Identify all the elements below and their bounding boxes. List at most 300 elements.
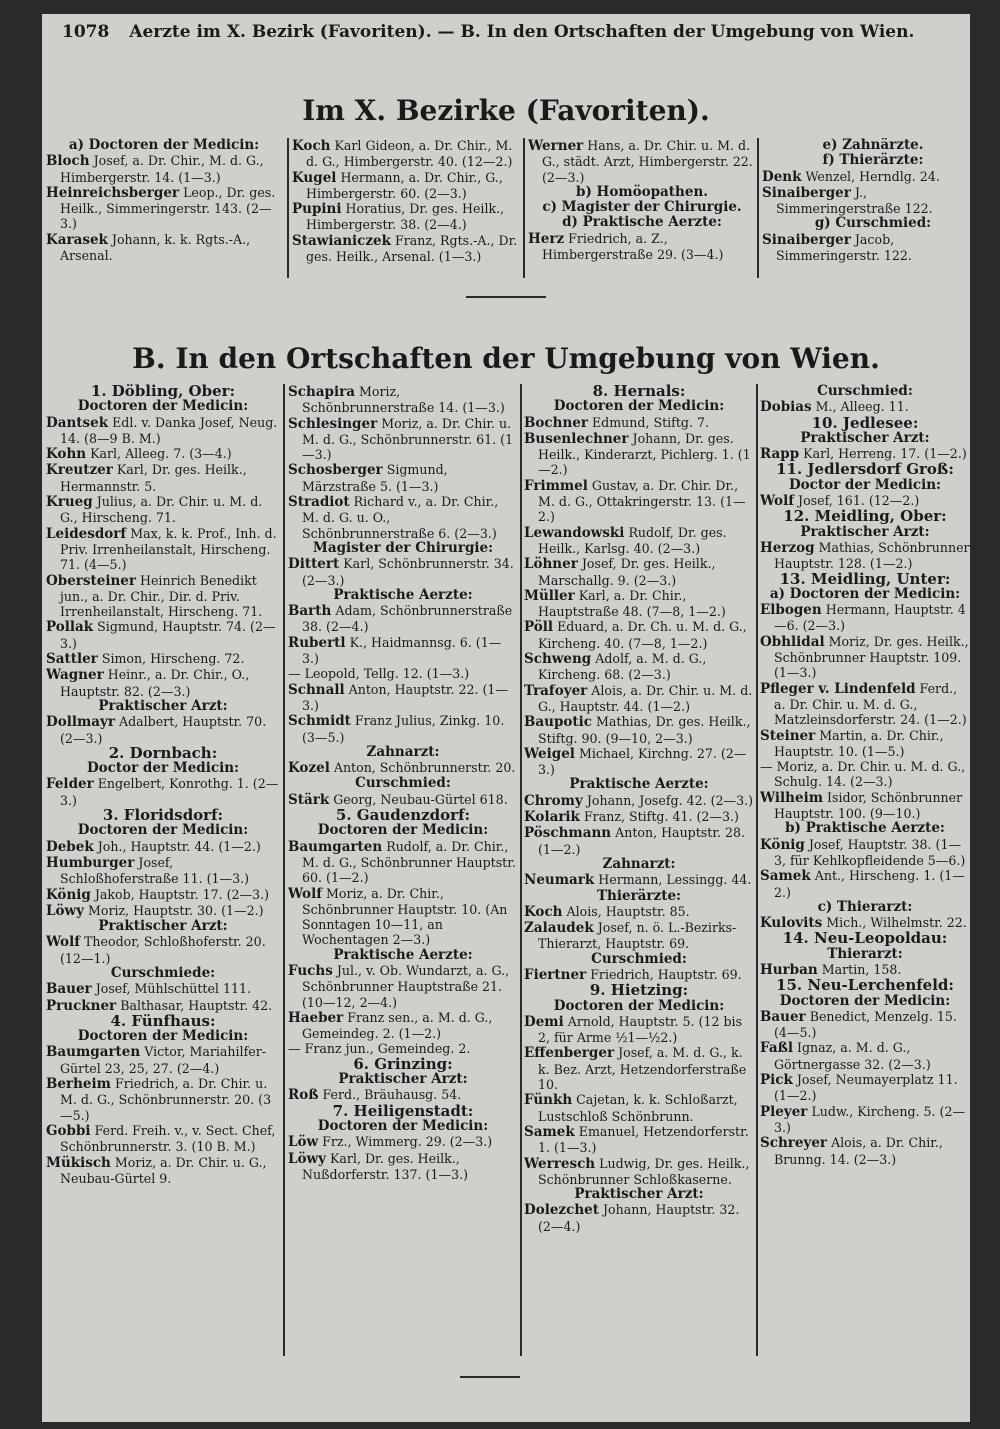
directory-entry xyxy=(524,1156,754,1188)
entry-name: Pfleger v. Lindenfeld xyxy=(760,680,916,697)
directory-entry xyxy=(46,651,280,667)
entry-details: Moriz, a. Dr. Chir. u. M. d. G., Schönbrunnerstr. 61. (1—3.) xyxy=(302,415,514,463)
directory-entry xyxy=(46,232,282,264)
directory-entry xyxy=(760,602,970,634)
entry-name: Löw xyxy=(288,1134,319,1151)
entry-name: Schweng xyxy=(524,651,592,668)
category-heading: Praktischer Arzt: xyxy=(98,697,228,714)
entry-details: Emanuel, Hetzendorferstr. 1. (1—3.) xyxy=(538,1123,749,1156)
entry-name: Berheim xyxy=(46,1076,111,1093)
entry-details: Johann, Dr. ges. Heilk., Kinderarzt, Pichlerg. 1. (1—2.) xyxy=(538,430,751,478)
entry-name: Löhner xyxy=(524,556,578,573)
entry-name: Dittert xyxy=(288,556,340,573)
category-heading: Thierärzte: xyxy=(596,887,682,904)
directory-entry xyxy=(760,728,970,760)
locality-heading: 9. Hietzing: xyxy=(589,981,689,1000)
page-end-rule xyxy=(460,1376,520,1378)
entry-name: Löwy xyxy=(46,902,84,919)
entry-details: Ferd. Freih. v., v. Sect. Chef, Schönbrunnerstr. 3. (10 B. M.) xyxy=(60,1122,276,1155)
directory-entry xyxy=(524,872,754,888)
entry-name: Faßl xyxy=(760,1040,793,1057)
column-rule xyxy=(520,384,522,1356)
entry-name: Dolezchet xyxy=(524,1202,599,1219)
entry-details: Alois, Hauptstr. 85. xyxy=(566,903,690,919)
entry-details: Josef, Neumayerplatz 11. (1—2.) xyxy=(774,1072,958,1104)
category-heading: a) Doctoren der Medicin: xyxy=(68,138,260,153)
entry-name: Baumgarten xyxy=(288,838,383,855)
category-heading: f) Thierärzte: xyxy=(822,152,924,169)
directory-entry xyxy=(292,138,524,170)
category-heading: Praktischer Arzt: xyxy=(800,429,930,446)
directory-entry xyxy=(762,185,970,217)
entry-details: Moriz, Dr. ges. Heilk., Schönbrunner Hauptstr. 109. (1—3.) xyxy=(774,633,969,681)
entry-details: Franz, Stiftg. 41. (2—3.) xyxy=(583,809,739,825)
entry-details: Josef, a. Dr. Chir., M. d. G., Himbergerstr. 14. (1—3.) xyxy=(60,153,264,185)
entry-details: Alois, a. Dr. Chir. u. M. d. G., Hauptstr. 44. (1—2.) xyxy=(538,682,753,714)
entry-name: Obhlidal xyxy=(760,633,825,650)
category-heading: Doctoren der Medicin: xyxy=(553,997,725,1014)
entry-details: Josef, Hauptstr. 38. (1—3, für Kehlkopfleidende 5—6.) xyxy=(774,836,966,868)
entry-name: Fünkh xyxy=(524,1092,573,1109)
section2-column-2 xyxy=(288,384,518,1356)
entry-details: Sigmund, Hauptstr. 74. (2—3.) xyxy=(60,619,276,651)
entry-details: Moriz, Schönbrunnerstraße 14. (1—3.) xyxy=(302,384,505,416)
section1-column-3 xyxy=(528,138,756,278)
entry-details: Ferd., Bräuhausg. 54. xyxy=(322,1087,462,1103)
directory-entry xyxy=(46,462,280,494)
entry-details: Josef, Mühlschüttel 111. xyxy=(95,981,251,997)
entry-details: Simon, Hirscheng. 72. xyxy=(101,651,245,667)
entry-details: Hermann, a. Dr. Chir., G., Himbergerstr. 60. (2—3.) xyxy=(306,169,503,201)
directory-entry xyxy=(524,525,754,557)
entry-name: Herz xyxy=(528,230,565,247)
directory-entry xyxy=(528,138,756,185)
entry-details: Heinr., a. Dr. Chir., O., Hauptstr. 82. (2—3.) xyxy=(60,667,250,699)
category-heading: Magister der Chirurgie: xyxy=(312,539,494,556)
locality-heading: 5. Gaudenzdorf: xyxy=(335,806,471,825)
entry-details: Moriz, a. Dr. Chir. u. G., Neubau-Gürtel 9. xyxy=(60,1154,267,1186)
directory-entry xyxy=(760,868,970,900)
category-heading: Praktischer Arzt: xyxy=(574,1186,704,1203)
entry-details: Franz, Rgts.-A., Dr. ges. Heilk., Arsenal. (1—3.) xyxy=(306,232,518,265)
directory-entry xyxy=(288,603,518,635)
entry-name: Schosberger xyxy=(288,462,383,479)
directory-entry xyxy=(288,556,518,588)
directory-entry xyxy=(524,683,754,715)
directory-entry xyxy=(46,839,280,855)
category-heading: Praktischer Arzt: xyxy=(338,1071,468,1088)
entry-details: Heinrich Benedikt jun., a. Dr. Chir., Dir. d. Priv. Irrenheilanstalt, Hirscheng. 71. xyxy=(60,572,263,620)
entry-name: Sattler xyxy=(46,651,98,668)
entry-details: Karl, Herreng. 17. (1—2.) xyxy=(803,446,967,462)
directory-entry xyxy=(524,1092,754,1124)
entry-name: Pleyer xyxy=(760,1103,808,1120)
directory-entry xyxy=(46,714,280,746)
entry-name: Zalaudek xyxy=(524,920,594,937)
entry-name: Humburger xyxy=(46,854,135,871)
entry-details: Benedict, Menzelg. 15. (4—5.) xyxy=(774,1008,957,1041)
directory-entry xyxy=(288,713,518,745)
directory-entry xyxy=(288,384,518,416)
directory-entry xyxy=(760,759,970,790)
directory-entry xyxy=(46,855,280,887)
locality-heading: 2. Dornbach: xyxy=(108,743,218,762)
directory-entry xyxy=(46,1155,280,1187)
directory-entry xyxy=(46,446,280,462)
entry-details: Josef, n. ö. L.-Bezirks-Thierarzt, Hauptstr. 69. xyxy=(538,920,737,952)
entry-details: Theodor, Schloßhoferstr. 20. (12—1.) xyxy=(60,934,266,966)
entry-details: Michael, Kirchng. 27. (2—3.) xyxy=(538,745,747,778)
entry-details: Cajetan, k. k. Schloßarzt, Lustschloß Schönbrunn. xyxy=(538,1092,738,1124)
category-heading: c) Thierarzt: xyxy=(817,898,913,915)
category-heading: g) Curschmied: xyxy=(814,215,932,232)
category-heading: Doctoren der Medicin: xyxy=(77,822,249,839)
entry-details: Frz., Wimmerg. 29. (2—3.) xyxy=(322,1134,493,1150)
category-heading: Doctoren der Medicin: xyxy=(317,822,489,839)
entry-name: Dantsek xyxy=(46,414,109,431)
directory-entry xyxy=(760,634,970,681)
category-heading: Curschmied: xyxy=(817,384,913,399)
locality-heading: 14. Neu-Leopoldau: xyxy=(782,929,948,948)
entry-details: Balthasar, Hauptstr. 42. xyxy=(120,997,273,1013)
entry-details: — Moriz, a. Dr. Chir. u. M. d. G., Schulg. 14. (2—3.) xyxy=(760,759,966,790)
entry-details: Karl, Dr. ges. Heilk., Hermannstr. 5. xyxy=(60,462,247,494)
locality-heading: 7. Heiligenstadt: xyxy=(332,1101,474,1120)
directory-entry xyxy=(46,1044,280,1076)
entry-name: Bochner xyxy=(524,414,588,431)
entry-name: Trafoyer xyxy=(524,682,588,699)
directory-entry xyxy=(288,666,518,681)
entry-name: Stärk xyxy=(288,791,330,808)
entry-name: Samek xyxy=(760,868,811,885)
entry-name: Wilheim xyxy=(760,789,823,806)
entry-details: Richard v., a. Dr. Chir., M. d. G. u. O., Schönbrunnerstraße 6. (2—3.) xyxy=(302,494,499,541)
directory-entry xyxy=(524,415,754,431)
entry-details: Rudolf, a. Dr. Chir., M. d. G., Schönbrunner Hauptstr. 60. (1—2.) xyxy=(302,838,516,886)
entry-details: Franz Julius, Zinkg. 10. (3—5.) xyxy=(302,713,505,745)
entry-name: Fuchs xyxy=(288,962,333,979)
entry-details: Ludw., Kircheng. 5. (2—3.) xyxy=(774,1103,966,1135)
entry-name: Baupotic xyxy=(524,714,593,731)
section-title: Im X. Bezirke (Favoriten). xyxy=(302,94,710,127)
entry-name: Fiertner xyxy=(524,966,587,983)
directory-entry xyxy=(288,462,518,494)
entry-details: M., Alleeg. 11. xyxy=(815,399,909,415)
entry-details: Alois, a. Dr. Chir., Brunng. 14. (2—3.) xyxy=(774,1135,943,1167)
section1-column-4 xyxy=(762,138,970,278)
entry-details: Friedrich, a. Dr. Chir. u. M. d. G., Schönbrunnerstr. 20. (3—5.) xyxy=(60,1076,272,1123)
entry-details: Hermann, Lessingg. 44. xyxy=(598,872,752,888)
directory-entry xyxy=(524,1124,754,1156)
category-heading: Praktische Aerzte: xyxy=(333,586,473,603)
section1-column-2 xyxy=(292,138,524,278)
entry-details: Jacob, Simmeringerstr. 122. xyxy=(776,231,912,264)
directory-entry xyxy=(46,667,280,699)
entry-name: Lewandowski xyxy=(524,524,625,541)
entry-details: Franz sen., a. M. d. G., Gemeindeg. 2. (1—2.) xyxy=(302,1009,493,1042)
entry-details: — Franz jun., Gemeindeg. 2. xyxy=(288,1041,471,1057)
entry-name: Bauer xyxy=(760,1008,806,1025)
category-heading: b) Homöopathen. xyxy=(576,183,708,200)
entry-details: Leop., Dr. ges. Heilk., Simmeringerstr. 143. (2—3.) xyxy=(60,184,276,232)
category-heading: Praktischer Arzt: xyxy=(800,523,930,540)
category-heading: c) Magister der Chirurgie. xyxy=(542,199,742,216)
entry-details: Sigmund, Märzstraße 5. (1—3.) xyxy=(302,462,448,494)
entry-name: Debek xyxy=(46,838,94,855)
entry-details: Rudolf, Dr. ges. Heilk., Karlsg. 40. (2—3.) xyxy=(538,524,727,556)
directory-entry xyxy=(292,201,524,233)
section2-column-4 xyxy=(760,384,970,1356)
entry-name: Elbogen xyxy=(760,602,822,619)
entry-details: Moriz, a. Dr. Chir., Schönbrunner Hauptstr. 10. (An Sonntagen 10—11, an Wochentagen 2—3.) xyxy=(302,885,508,948)
entry-name: Denk xyxy=(762,168,802,185)
entry-details: Josef, 161. (12—2.) xyxy=(798,493,920,509)
entry-name: Stradiot xyxy=(288,494,350,511)
entry-details: Horatius, Dr. ges. Heilk., Himbergerstr. 38. (2—4.) xyxy=(306,201,505,233)
entry-name: Steiner xyxy=(760,727,816,744)
entry-details: Anton, Hauptstr. 28. (1—2.) xyxy=(538,825,745,857)
entry-name: Frimmel xyxy=(524,477,588,494)
directory-entry xyxy=(760,790,970,822)
entry-name: Mükisch xyxy=(46,1154,111,1171)
entry-details: Josef, Schloßhoferstraße 11. (1—3.) xyxy=(60,854,250,887)
entry-name: Schreyer xyxy=(760,1135,828,1152)
entry-details: Edmund, Stiftg. 7. xyxy=(591,414,709,430)
directory-entry xyxy=(292,170,524,202)
category-heading: Praktische Aerzte: xyxy=(569,776,709,793)
locality-heading: 4. Fünfhaus: xyxy=(110,1011,216,1030)
entry-name: Kozel xyxy=(288,760,330,777)
entry-details: Wenzel, Herndlg. 24. xyxy=(805,168,940,184)
entry-details: Josef, Dr. ges. Heilk., Marschallg. 9. (2—3.) xyxy=(538,556,716,588)
entry-details: Hans, a. Dr. Chir. u. M. d. G., städt. Arzt, Himbergerstr. 22. (2—3.) xyxy=(542,138,753,185)
entry-name: Kolarik xyxy=(524,809,580,826)
category-heading: d) Praktische Aerzte: xyxy=(562,214,722,231)
entry-details: Joh., Hauptstr. 44. (1—2.) xyxy=(97,838,261,854)
directory-entry xyxy=(762,169,970,185)
directory-entry xyxy=(524,1014,754,1046)
directory-page xyxy=(42,14,970,1422)
entry-name: Pruckner xyxy=(46,997,117,1014)
entry-name: Werresch xyxy=(524,1155,596,1172)
category-heading: e) Zahnärzte. xyxy=(822,138,924,153)
entry-name: Schlesinger xyxy=(288,415,378,432)
locality-heading: 6. Grinzing: xyxy=(353,1054,453,1073)
entry-details: Karl, a. Dr. Chir., Hauptstraße 48. (7—8, 1—2.) xyxy=(538,587,726,620)
entry-name: Obersteiner xyxy=(46,572,136,589)
entry-name: Bloch xyxy=(46,153,90,170)
entry-name: Roß xyxy=(288,1087,319,1104)
directory-entry xyxy=(46,619,280,651)
directory-entry xyxy=(46,573,280,620)
category-heading: Praktische Aerzte: xyxy=(333,946,473,963)
directory-entry xyxy=(760,1009,970,1041)
directory-entry xyxy=(524,746,754,778)
entry-details: Isidor, Schönbrunner Hauptstr. 100. (9—10.) xyxy=(774,789,963,822)
column-rule xyxy=(523,138,525,278)
entry-name: Pupini xyxy=(292,201,342,218)
entry-name: Werner xyxy=(528,138,584,154)
category-heading: Doctoren der Medicin: xyxy=(317,1117,489,1134)
entry-details: J., Simmeringerstraße 122. xyxy=(776,184,933,217)
directory-entry xyxy=(524,651,754,683)
entry-details: Friedrich, a. Z., Himbergerstraße 29. (3—4.) xyxy=(542,230,724,263)
entry-details: Karl, Schönbrunnerstr. 34. (2—3.) xyxy=(302,556,514,588)
category-heading: Curschmied: xyxy=(591,950,687,967)
category-heading: Doctoren der Medicin: xyxy=(779,992,951,1009)
category-heading: b) Praktische Aerzte: xyxy=(785,820,945,837)
entry-details: Johann, Josefg. 42. (2—3.) xyxy=(586,792,754,808)
entry-details: Ludwig, Dr. ges. Heilk., Schönbrunner Schloßkaserne. xyxy=(538,1155,750,1187)
entry-name: Wolf xyxy=(46,934,81,951)
directory-entry xyxy=(288,760,518,776)
running-header xyxy=(62,22,952,52)
directory-entry xyxy=(46,934,280,966)
directory-entry xyxy=(288,1151,518,1183)
entry-details: Karl, Alleeg. 7. (3—4.) xyxy=(90,446,232,462)
directory-entry xyxy=(288,1010,518,1042)
entry-details: Moriz, Hauptstr. 30. (1—2.) xyxy=(87,902,264,918)
directory-entry xyxy=(288,839,518,886)
entry-name: Dobias xyxy=(760,399,812,416)
category-heading: a) Doctoren der Medicin: xyxy=(769,585,961,602)
entry-details: Jakob, Hauptstr. 17. (2—3.) xyxy=(94,886,270,902)
directory-entry xyxy=(46,981,280,997)
entry-details: Karl, Dr. ges. Heilk., Nußdorferstr. 137. (1—3.) xyxy=(302,1150,468,1182)
locality-heading: 12. Meidling, Ober: xyxy=(783,507,947,526)
entry-details: Friedrich, Hauptstr. 69. xyxy=(590,966,742,982)
category-heading: Zahnarzt: xyxy=(366,743,440,760)
entry-details: Gustav, a. Dr. Chir. Dr., M. d. G., Ottakringerstr. 13. (1—2.) xyxy=(538,477,746,525)
directory-entry xyxy=(760,837,970,869)
entry-name: Sinaiberger xyxy=(762,184,851,201)
entry-details: Adam, Schönbrunnerstraße 38. (2—4.) xyxy=(302,603,513,635)
directory-entry xyxy=(46,1123,280,1155)
entry-details: Martin, 158. xyxy=(821,961,902,977)
column-rule xyxy=(757,138,759,278)
locality-heading: 8. Hernals: xyxy=(592,384,686,400)
directory-entry xyxy=(524,1202,754,1234)
section1-column-1 xyxy=(46,138,282,278)
entry-details: Adolf, a. M. d. G., Kircheng. 68. (2—3.) xyxy=(538,651,707,683)
entry-details: Mathias, Schönbrunner Hauptstr. 128. (1—2.) xyxy=(774,539,970,572)
entry-name: Neumark xyxy=(524,872,595,889)
section2-column-3 xyxy=(524,384,754,1356)
entry-name: Felder xyxy=(46,776,94,793)
entry-name: Krueg xyxy=(46,494,93,511)
locality-heading: 15. Neu-Lerchenfeld: xyxy=(776,976,954,995)
category-heading: Praktischer Arzt: xyxy=(98,918,228,935)
section-title: B. In den Ortschaften der Umgebung von Wien. xyxy=(132,342,880,375)
locality-heading: 13. Meidling, Unter: xyxy=(779,569,951,588)
entry-name: Stawianiczek xyxy=(292,232,392,249)
entry-details: Arnold, Hauptstr. 5. (12 bis 2, für Arme ½1—½2.) xyxy=(538,1013,743,1046)
entry-name: Wolf xyxy=(288,885,323,902)
directory-entry xyxy=(524,714,754,746)
directory-entry xyxy=(524,478,754,525)
entry-details: Josef, a. M. d. G., k. k. Bez. Arzt, Hetzendorferstraße 10. xyxy=(538,1045,747,1093)
directory-entry xyxy=(46,185,282,232)
entry-name: Koch xyxy=(524,903,563,920)
entry-name: Heinreichsberger xyxy=(46,184,180,201)
category-heading: Thierarzt: xyxy=(827,945,903,962)
directory-entry xyxy=(524,1045,754,1092)
directory-entry xyxy=(524,793,754,809)
entry-details: Ignaz, a. M. d. G., Görtnergasse 32. (2—3.) xyxy=(774,1040,931,1072)
entry-name: Leidesdorf xyxy=(46,525,127,542)
directory-entry xyxy=(760,540,970,572)
entry-name: Dollmayr xyxy=(46,714,115,731)
entry-details: Max, k. k. Prof., Inh. d. Priv. Irrenheilanstalt, Hirscheng. 71. (4—5.) xyxy=(60,525,277,573)
directory-entry xyxy=(524,809,754,825)
directory-entry xyxy=(524,619,754,651)
entry-name: Rapp xyxy=(760,446,800,463)
entry-details: Adalbert, Hauptstr. 70. (2—3.) xyxy=(60,714,267,746)
entry-name: Busenlechner xyxy=(524,430,629,447)
directory-entry xyxy=(760,1072,970,1104)
entry-name: Pöll xyxy=(524,619,554,636)
entry-name: Kulovits xyxy=(760,915,823,932)
section-divider xyxy=(466,296,546,298)
entry-name: Schnall xyxy=(288,681,345,698)
locality-heading: 1. Döbling, Ober: xyxy=(90,384,236,400)
entry-name: Kohn xyxy=(46,446,87,463)
entry-name: Rubertl xyxy=(288,634,346,651)
entry-name: Löwy xyxy=(288,1150,326,1167)
section2-column-1 xyxy=(46,384,280,1356)
directory-entry xyxy=(46,887,280,903)
entry-name: Herzog xyxy=(760,539,815,556)
entry-name: Sinaiberger xyxy=(762,231,851,248)
directory-entry xyxy=(524,431,754,478)
directory-entry xyxy=(288,886,518,948)
column-rule xyxy=(283,384,285,1356)
directory-entry xyxy=(288,682,518,714)
entry-details: Engelbert, Konrothg. 1. (2—3.) xyxy=(60,776,279,808)
entry-name: König xyxy=(760,836,805,853)
entry-name: Müller xyxy=(524,587,575,604)
page-number: 1078 xyxy=(62,22,110,42)
entry-name: König xyxy=(46,886,91,903)
entry-name: Haeber xyxy=(288,1009,344,1026)
entry-details: Georg, Neubau-Gürtel 618. xyxy=(333,791,508,807)
locality-heading: 3. Floridsdorf: xyxy=(102,806,224,825)
directory-entry xyxy=(524,904,754,920)
running-title: Aerzte im X. Bezirk (Favoriten). — B. In den Ortschaften der Umgebung von Wien. xyxy=(129,22,915,42)
entry-name: Weigel xyxy=(524,745,575,762)
directory-entry xyxy=(46,526,280,573)
directory-entry xyxy=(762,232,970,264)
entry-name: Kreutzer xyxy=(46,462,113,479)
category-heading: Curschmied: xyxy=(355,775,451,792)
entry-details: Martin, a. Dr. Chir., Hauptstr. 10. (1—5.) xyxy=(774,727,944,759)
category-heading: Doctoren der Medicin: xyxy=(77,398,249,415)
directory-entry xyxy=(288,494,518,541)
entry-details: Edl. v. Danka Josef, Neug. 14. (8—9 B. M.) xyxy=(60,414,278,446)
entry-details: Mich., Wilhelmstr. 22. xyxy=(826,915,967,931)
entry-details: Eduard, a. Dr. Ch. u. M. d. G., Kircheng. 40. (7—8, 1—2.) xyxy=(538,619,747,651)
entry-details: Johann, k. k. Rgts.-A., Arsenal. xyxy=(60,231,251,264)
category-heading: Doctoren der Medicin: xyxy=(77,1028,249,1045)
directory-entry xyxy=(760,1040,970,1072)
entry-details: Anton, Schönbrunnerstr. 20. xyxy=(333,760,516,776)
directory-entry xyxy=(760,1135,970,1167)
entry-details: Hermann, Hauptstr. 4—6. (2—3.) xyxy=(774,602,966,634)
entry-name: Schapira xyxy=(288,384,355,400)
entry-name: Chromy xyxy=(524,792,583,809)
entry-name: Karasek xyxy=(46,231,108,248)
entry-name: Wolf xyxy=(760,493,795,510)
